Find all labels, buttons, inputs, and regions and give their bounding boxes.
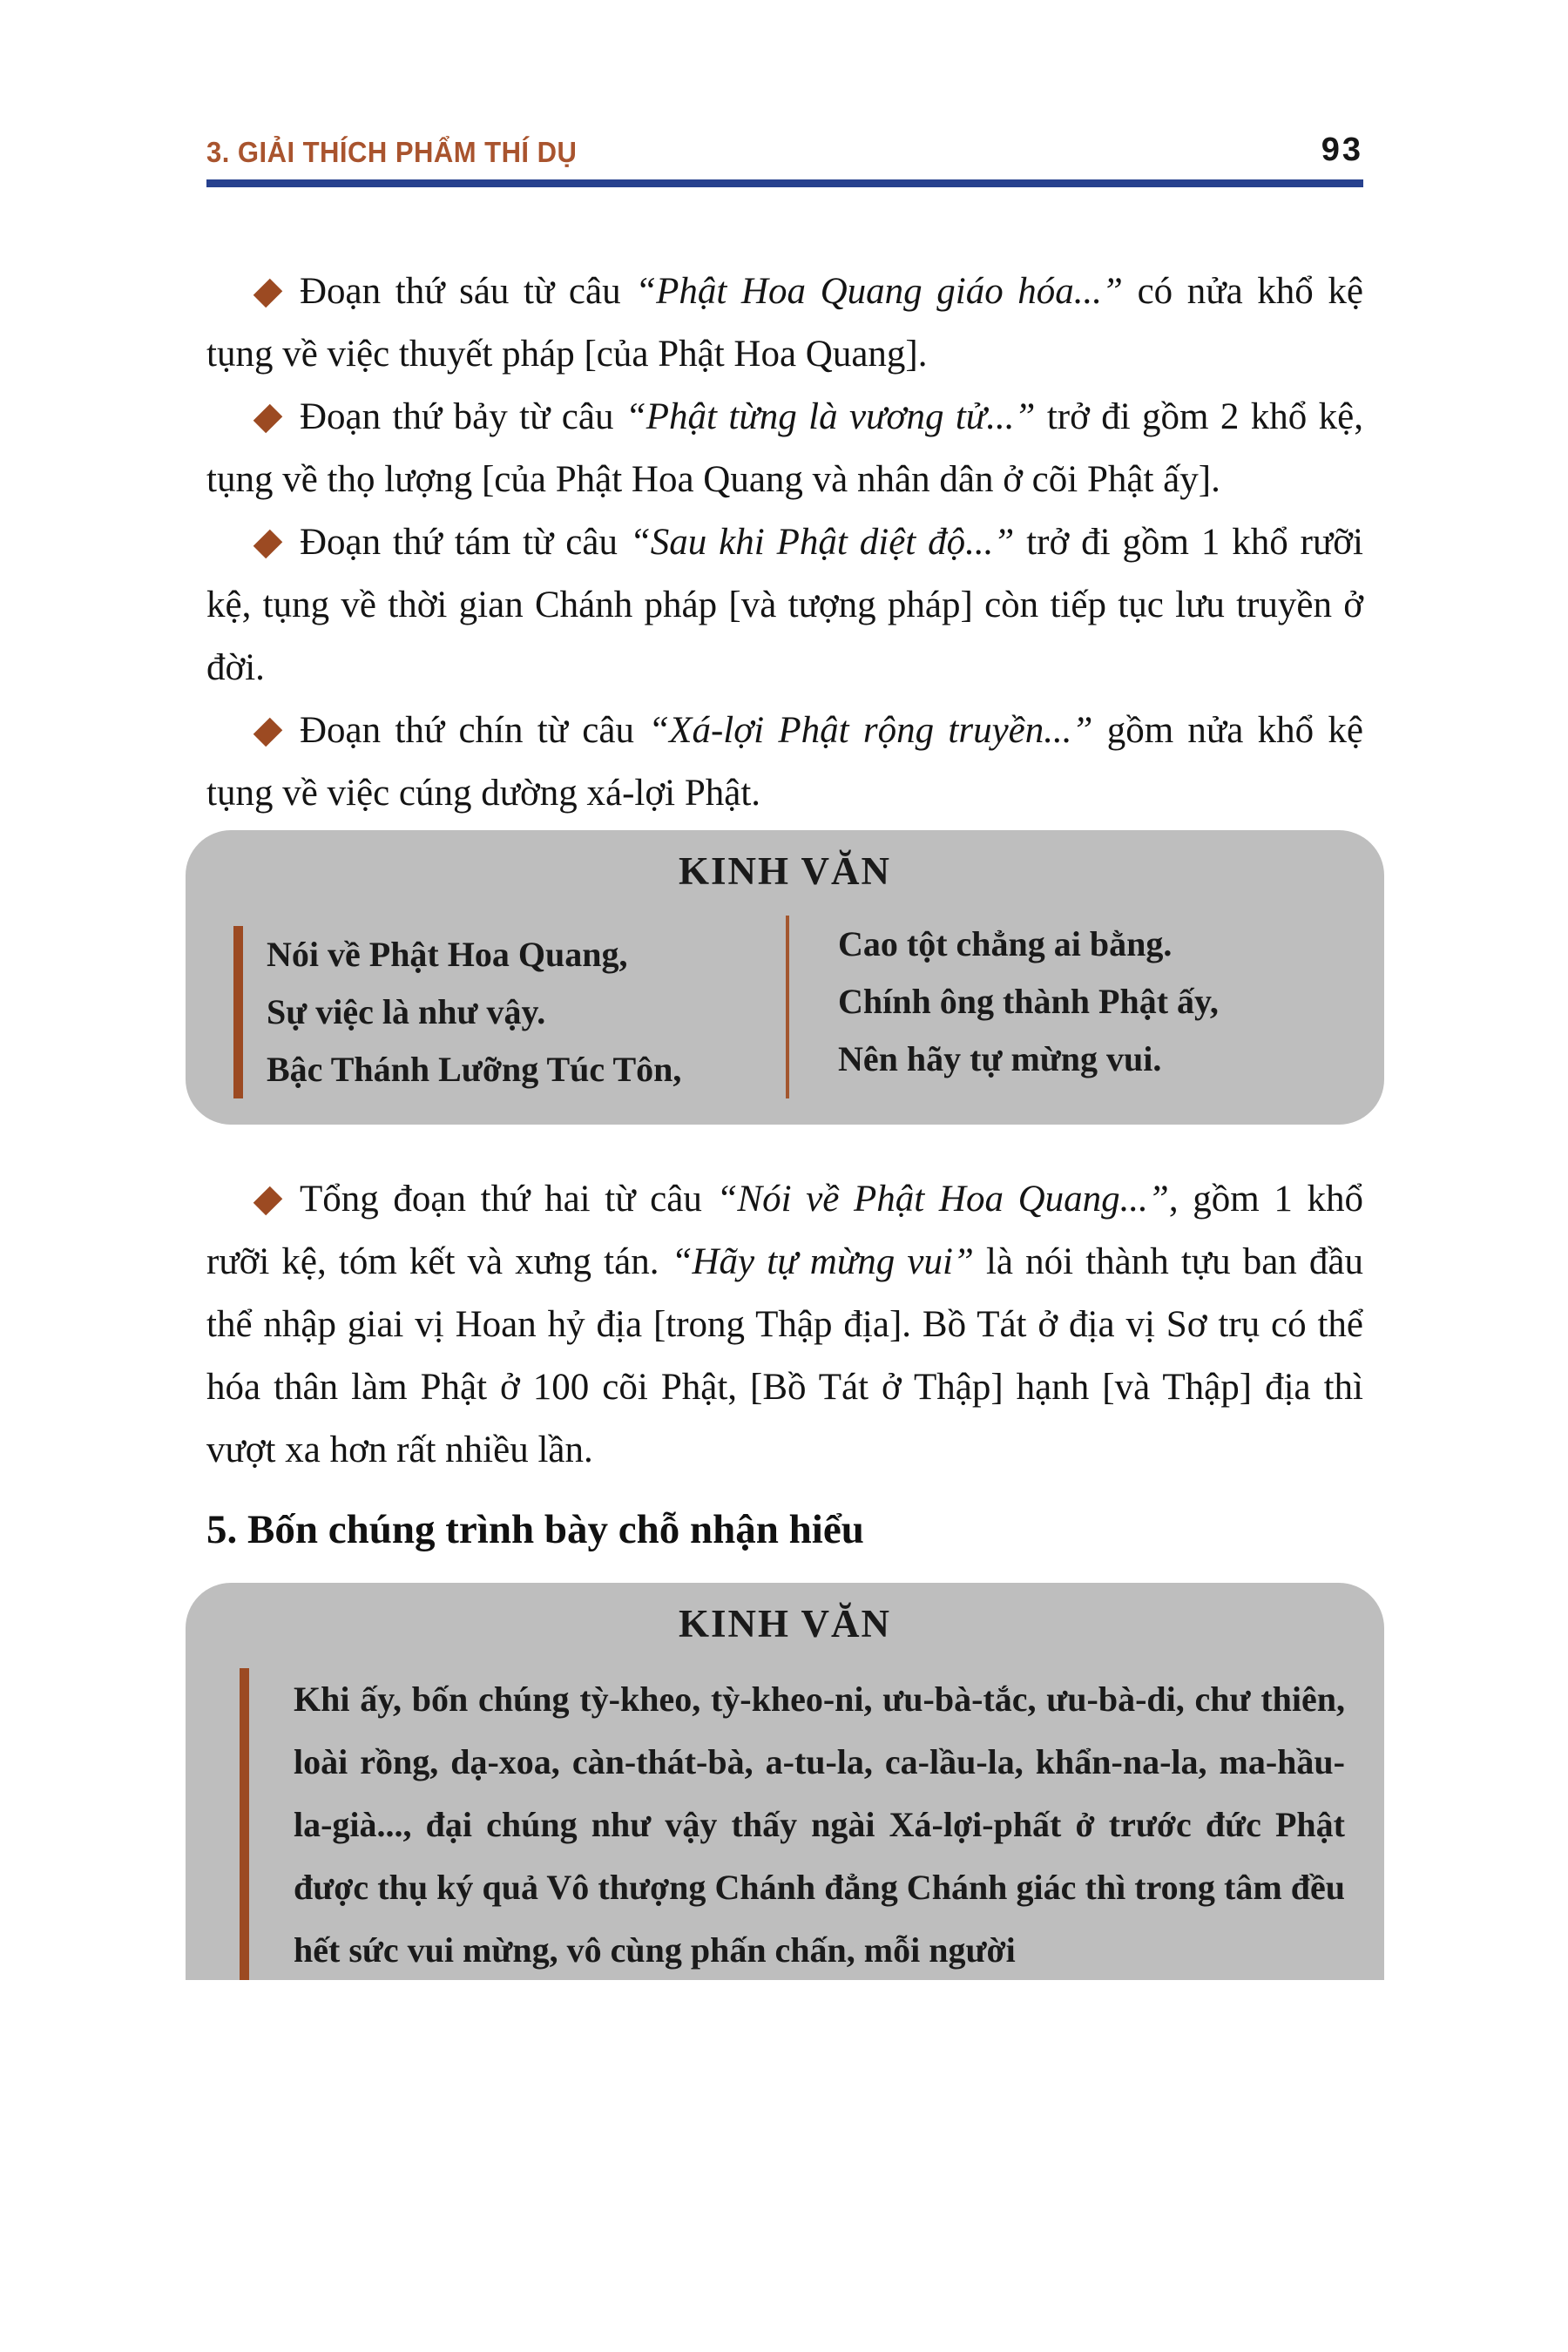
quoted-phrase: “Phật từng là vương tử...” [625,396,1036,437]
verse-line: Bậc Thánh Lưỡng Túc Tôn, [267,1050,682,1089]
paragraph-text: Tổng đoạn thứ hai từ câu [300,1179,717,1220]
quoted-phrase: “Sau khi Phật diệt độ...” [629,522,1015,563]
header-rule [206,179,1363,187]
quoted-phrase: “Phật Hoa Quang giáo hóa...” [635,271,1123,312]
paragraph-text: là nói thành tựu ban đầu thể nhập giai vị Hoan hỷ địa [trong Thập địa]. Bồ Tát ở địa vị Sơ trụ có thể hóa thân làm Phật ở 100 cõi Phật, [Bồ Tát ở Thập] hạnh [và Thập] địa thì vượt xa hơn rất nhiều lần. [206,1241,1364,1470]
kinh-van-title: KINH VĂN [679,849,891,893]
paragraph-text: Đoạn thứ sáu từ câu [300,271,636,312]
page-content [206,129,1363,1980]
paragraph-text: có nửa khổ kệ tụng về việc thuyết pháp [của Phật Hoa Quang]. [206,271,1363,375]
paragraph-text: trở đi gồm 2 khổ kệ, tụng về thọ lượng [của Phật Hoa Quang và nhân dân ở cõi Phật ấy]. [206,396,1364,500]
diamond-bullet-icon [253,530,283,559]
running-header [206,129,1363,169]
paragraph-text: Đoạn thứ chín từ câu [300,710,649,751]
verse-line: Sự việc là như vậy. [267,992,546,1031]
kinh-van-box-1 [186,830,1384,1125]
paragraph [206,511,1363,700]
chapter-running-title: 3. GIẢI THÍCH PHẨM THÍ DỤ [206,136,578,168]
paragraph-text: Đoạn thứ tám từ câu [300,522,630,563]
verse-line: Cao tột chẳng ai bằng. [838,924,1173,963]
verse-column-right [786,916,1384,1098]
page-number: 93 [1321,132,1363,168]
verse-line: Nói về Phật Hoa Quang, [267,935,628,974]
kinh-van-box-2 [186,1583,1384,1980]
quoted-phrase: “Hãy tự mừng vui” [671,1241,974,1282]
diamond-bullet-icon [253,1186,283,1216]
paragraph [206,260,1363,386]
paragraph-text: Đoạn thứ bảy từ câu [300,396,625,437]
paragraph [206,386,1363,511]
paragraph-text: , gồm 1 khổ rưỡi kệ, tóm kết và xưng tán. [206,1179,1363,1282]
kinh-van-title: KINH VĂN [679,1602,891,1646]
quoted-phrase: “Xá-lợi Phật rộng truyền...” [648,710,1093,751]
paragraph [206,1168,1363,1482]
body-text [206,260,1363,1980]
diamond-bullet-icon [253,279,283,308]
paragraph-text: trở đi gồm 1 khổ rưỡi kệ, tụng về thời gian Chánh pháp [và tượng pháp] còn tiếp tục lưu truyền ở đời. [206,522,1363,688]
diamond-bullet-icon [253,718,283,747]
paragraph-text: gồm nửa khổ kệ tụng về việc cúng dường xá-lợi Phật. [206,710,1363,814]
verse-line: Chính ông thành Phật ấy, [838,982,1219,1021]
quoted-phrase: “Nói về Phật Hoa Quang...” [716,1179,1169,1220]
section-heading: 5. Bốn chúng trình bày chỗ nhận hiểu [206,1507,864,1552]
verse-column-left [233,926,786,1098]
kinh-van-body: Khi ấy, bốn chúng tỳ-kheo, tỳ-kheo-ni, ưu-bà-tắc, ưu-bà-di, chư thiên, loài rồng, dạ-xoa, càn-thát-bà, a-tu-la, ca-lầu-la, khẩn-na-la, ma-hầu-la-già..., đại chúng như vậy thấy ngài Xá-lợi-phất ở trước đức Phật được thụ ký quả Vô thượng Chánh đẳng Chánh giác thì trong tâm đều hết sức vui mừng, vô cùng phấn chấn, mỗi người [240,1668,1345,1980]
verse-columns [186,926,1384,1098]
verse-line: Nên hãy tự mừng vui. [838,1039,1162,1078]
paragraph [206,700,1363,825]
diamond-bullet-icon [253,404,283,434]
